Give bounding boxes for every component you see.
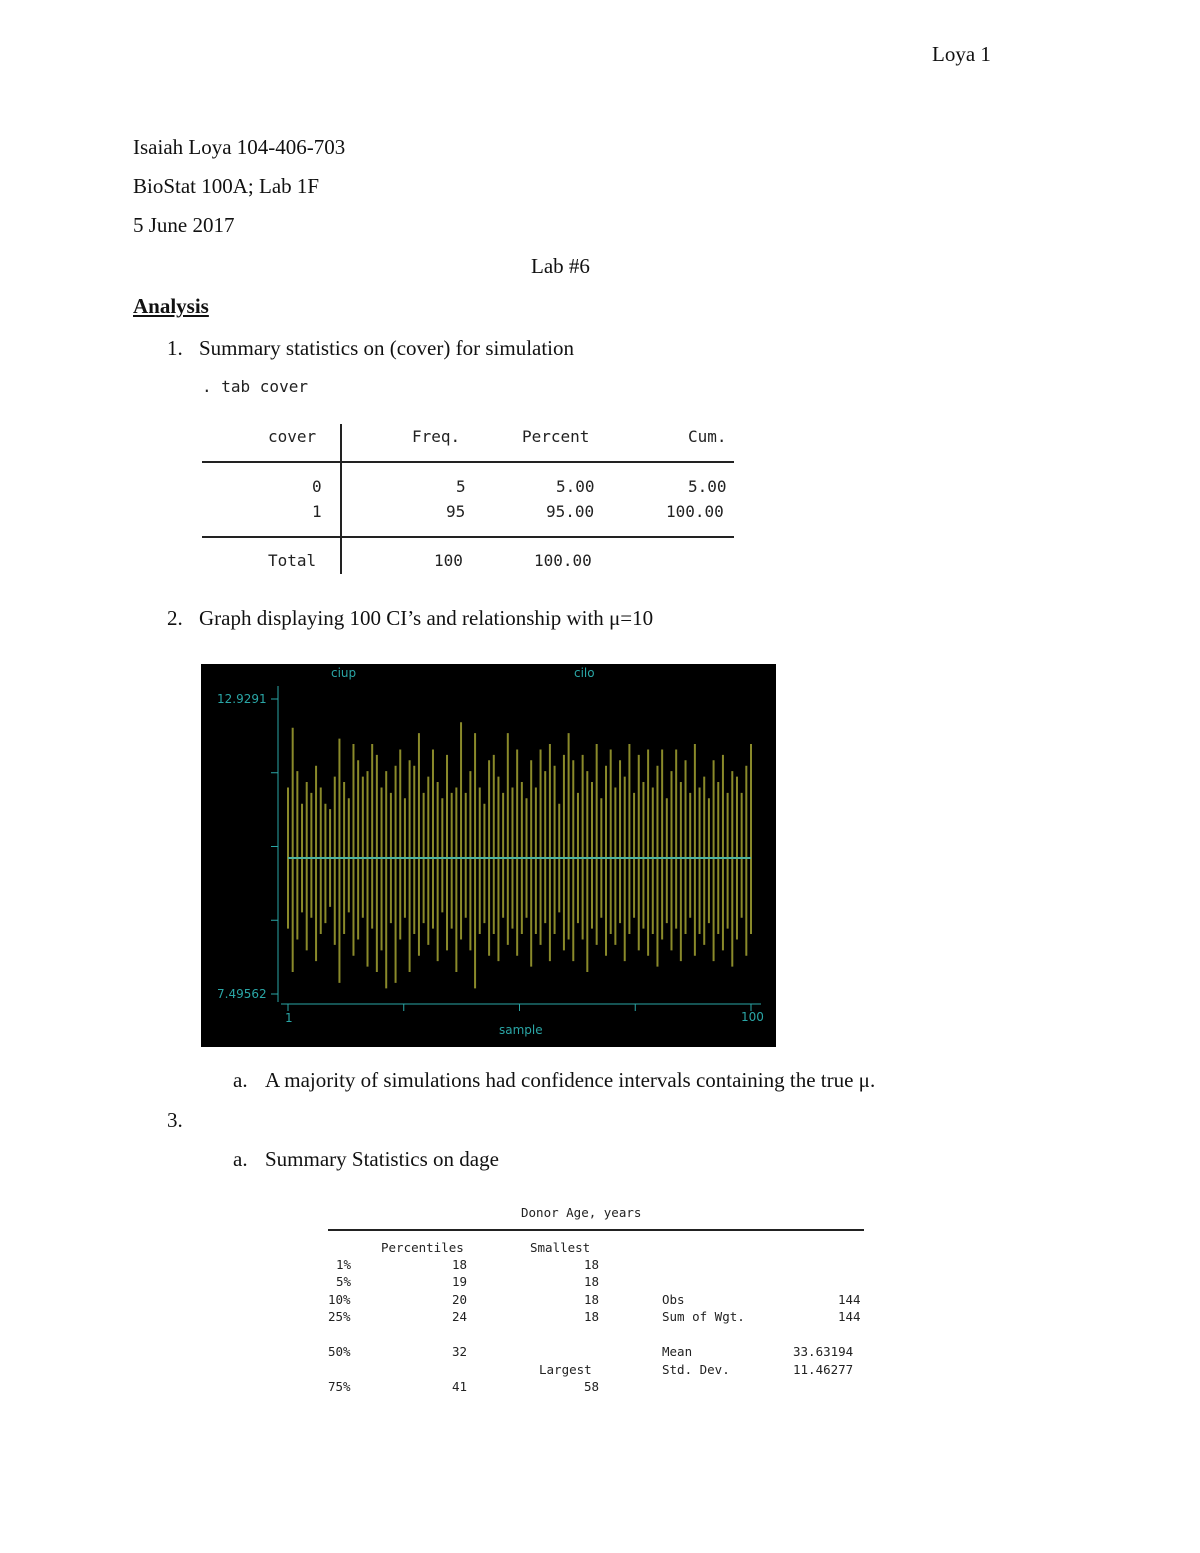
sum-pct: 50% (328, 1344, 351, 1359)
tab-total-percent: 100.00 (534, 551, 592, 570)
item-1-text: Summary statistics on (cover) for simulation (199, 336, 575, 360)
sum-rule (328, 1229, 864, 1231)
date-line: 5 June 2017 (133, 213, 235, 237)
y-tick-label-max: 12.9291 (217, 692, 267, 706)
sum-stat-label: Std. Dev. (662, 1362, 730, 1377)
sum-col-smallest: Smallest (530, 1240, 591, 1255)
tab-row-1-percent: 95.00 (546, 502, 595, 521)
sum-pct-value: 19 (452, 1274, 468, 1289)
item-2a-letter: a. (233, 1068, 248, 1092)
item-1-number: 1. (167, 336, 183, 360)
sum-pct-value: 20 (452, 1292, 468, 1307)
tab-header-cum: Cum. (688, 427, 727, 446)
legend-cilo: cilo (574, 666, 595, 680)
sum-col-percentiles: Percentiles (381, 1240, 464, 1255)
item-2-number: 2. (167, 606, 183, 630)
tab-header-percent: Percent (522, 427, 590, 446)
tab-total-freq: 100 (434, 551, 463, 570)
sum-stat-value: 144 (838, 1292, 861, 1307)
page-header-label: Loya 1 (932, 42, 991, 66)
sum-title: Donor Age, years (521, 1205, 642, 1220)
item-3-number: 3. (167, 1108, 183, 1132)
sum-pct: 75% (328, 1379, 351, 1394)
tab-row-0-cum: 5.00 (688, 477, 727, 496)
tab-row-0-freq: 5 (456, 477, 466, 496)
tab-row-0-percent: 5.00 (556, 477, 595, 496)
sum-col-largest: Largest (539, 1362, 592, 1377)
sum-pct: 25% (328, 1309, 351, 1324)
tab-row-1-cum: 100.00 (666, 502, 724, 521)
sum-smallest-value: 18 (584, 1292, 600, 1307)
sum-stat-value: 33.63194 (793, 1344, 854, 1359)
sum-stat-label: Mean (662, 1344, 693, 1359)
tab-header-cover: cover (268, 427, 317, 446)
tab-row-1-cover: 1 (312, 502, 322, 521)
sum-stat-label: Sum of Wgt. (662, 1309, 745, 1324)
item-2-text: Graph displaying 100 CI’s and relationship with μ=10 (199, 606, 654, 630)
student-name-line: Isaiah Loya 104-406-703 (133, 135, 346, 159)
sum-pct-value: 41 (452, 1379, 468, 1394)
sum-stat-value: 11.46277 (793, 1362, 854, 1377)
sum-smallest-value: 18 (584, 1274, 600, 1289)
legend-ciup: ciup (331, 666, 357, 680)
tab-row-0-cover: 0 (312, 477, 322, 496)
sum-largest-value: 58 (584, 1379, 600, 1394)
x-tick-label-min: 1 (285, 1011, 293, 1025)
sum-pct: 1% (336, 1257, 352, 1272)
x-tick-label-max: 100 (741, 1010, 764, 1024)
sum-smallest-value: 18 (584, 1309, 600, 1324)
y-tick-label-min: 7.49562 (217, 987, 267, 1001)
tab-header-freq: Freq. (412, 427, 461, 446)
course-line: BioStat 100A; Lab 1F (133, 174, 320, 198)
sum-pct: 10% (328, 1292, 351, 1307)
sum-stat-label: Obs (662, 1292, 685, 1307)
sum-smallest-value: 18 (584, 1257, 600, 1272)
tab-total-label: Total (268, 551, 317, 570)
sum-pct-value: 24 (452, 1309, 468, 1324)
sum-pct: 5% (336, 1274, 352, 1289)
item-2a-text: A majority of simulations had confidence intervals containing the true μ. (265, 1068, 876, 1092)
item-3a-letter: a. (233, 1147, 248, 1171)
section-heading: Analysis (133, 294, 209, 318)
lab-title: Lab #6 (531, 254, 590, 278)
item-3a-text: Summary Statistics on dage (265, 1147, 499, 1171)
tab-command: . tab cover (202, 377, 308, 396)
tab-row-1-freq: 95 (446, 502, 466, 521)
sum-pct-value: 18 (452, 1257, 468, 1272)
sum-stat-value: 144 (838, 1309, 861, 1324)
x-axis-label: sample (499, 1023, 543, 1037)
sum-pct-value: 32 (452, 1344, 468, 1359)
